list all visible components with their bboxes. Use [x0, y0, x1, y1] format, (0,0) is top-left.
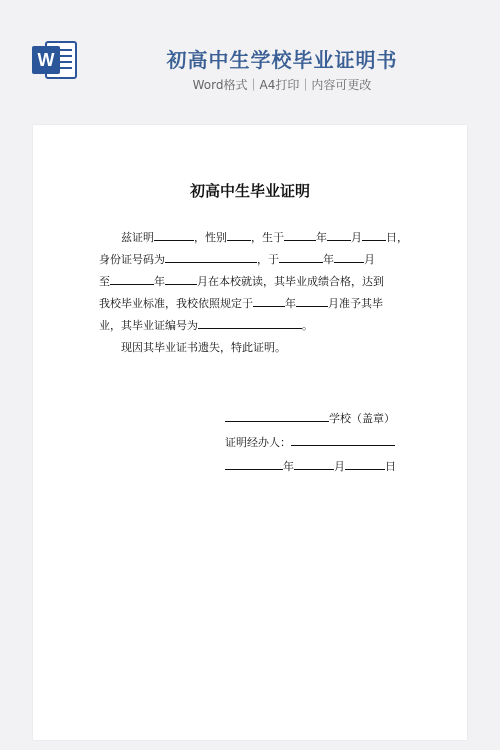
signature-school: [225, 410, 395, 426]
text: 年: [323, 253, 334, 266]
text: 我校毕业标准，我校依照规定于: [99, 297, 253, 310]
sign-year-blank[interactable]: [225, 458, 283, 470]
birth-day-blank[interactable]: [362, 229, 386, 241]
text: 业，其毕业证编号为: [99, 319, 198, 332]
text: 月: [364, 253, 375, 266]
paragraph-line-5: [99, 317, 313, 333]
paragraph-line-2: [99, 251, 375, 267]
school-name-blank[interactable]: [225, 410, 329, 422]
text: 月: [351, 231, 362, 244]
text: 日: [385, 460, 396, 473]
birth-year-blank[interactable]: [284, 229, 316, 241]
text: 现因其毕业证书遗失，特此证明。: [121, 341, 286, 354]
start-year-blank[interactable]: [279, 251, 323, 263]
text: 月在本校就读，其毕业成绩合格，达到: [197, 275, 384, 288]
paragraph-line-3: [99, 273, 384, 289]
text: 年: [154, 275, 165, 288]
sign-month-blank[interactable]: [294, 458, 334, 470]
grant-month-blank[interactable]: [296, 295, 328, 307]
text: 至: [99, 275, 110, 288]
text: 年: [285, 297, 296, 310]
handler-name-blank[interactable]: [291, 434, 395, 446]
certificate-number-blank[interactable]: [198, 317, 302, 329]
paragraph-line-4: [99, 295, 383, 311]
document-page: [33, 125, 467, 740]
page-header: [0, 0, 500, 118]
text: 年: [283, 460, 294, 473]
name-blank[interactable]: [154, 229, 194, 241]
end-month-blank[interactable]: [165, 273, 197, 285]
signature-handler: [225, 434, 395, 450]
word-icon-letter: W: [37, 50, 55, 70]
signature-date: [225, 458, 396, 474]
document-title: 初高中生毕业证明: [189, 182, 310, 200]
text: 身份证号码为: [99, 253, 165, 266]
end-year-blank[interactable]: [110, 273, 154, 285]
grant-year-blank[interactable]: [253, 295, 285, 307]
start-month-blank[interactable]: [334, 251, 364, 263]
id-number-blank[interactable]: [165, 251, 257, 263]
paragraph-line-6: [121, 341, 286, 355]
text: 。: [302, 319, 313, 332]
text: 年: [316, 231, 327, 244]
text: 证明经办人：: [225, 436, 291, 449]
text: 月: [334, 460, 345, 473]
text: ，生于: [251, 231, 284, 244]
text: 兹证明: [121, 231, 154, 244]
text: ，性别: [194, 231, 227, 244]
page-title: 初高中生学校毕业证明书: [166, 48, 398, 72]
birth-month-blank[interactable]: [327, 229, 351, 241]
word-document-icon: [32, 40, 78, 80]
text: 学校（盖章）: [329, 412, 395, 425]
gender-blank[interactable]: [227, 229, 251, 241]
text: 月准予其毕: [328, 297, 383, 310]
text: 日，: [386, 231, 408, 244]
paragraph-line-1: [121, 229, 408, 245]
page-subtitle: Word格式｜A4打印｜内容可更改: [192, 78, 372, 92]
sign-day-blank[interactable]: [345, 458, 385, 470]
text: ，于: [257, 253, 279, 266]
